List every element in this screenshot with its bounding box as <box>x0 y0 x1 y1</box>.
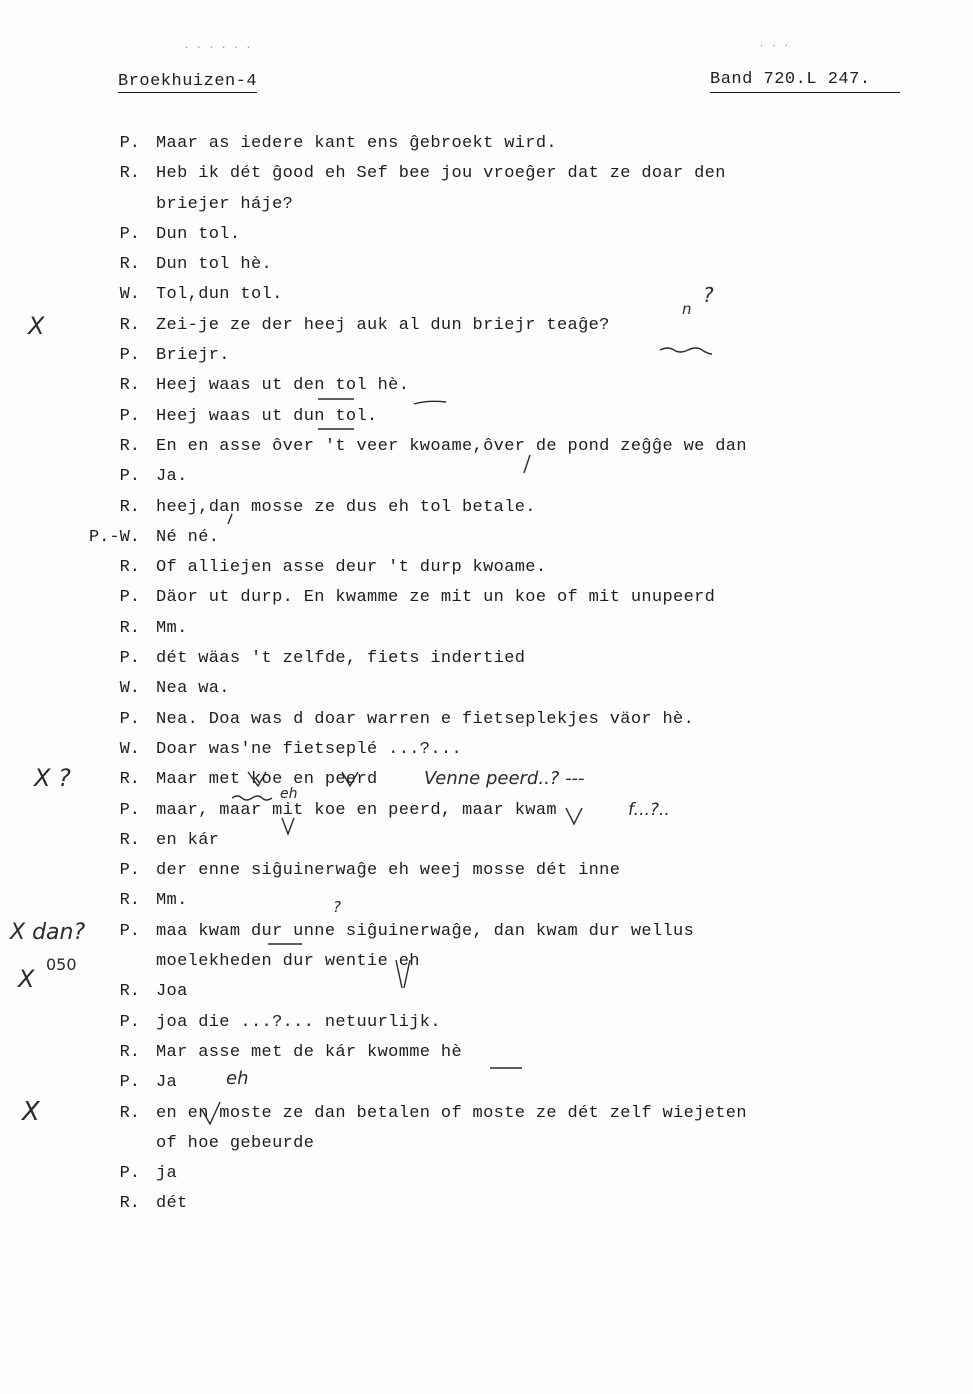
utterance-text: heej,dan mosse ze dus eh tol betale. <box>156 497 536 517</box>
transcript-line <box>0 648 973 678</box>
transcript-line <box>0 860 973 890</box>
speaker-label: P. <box>119 467 140 487</box>
utterance-text: der enne siĝuinerwaĝe eh weej mosse dét inne <box>156 861 621 881</box>
utterance-text: Maar as iedere kant ens ĝebroekt wird. <box>156 134 557 153</box>
transcript-line <box>0 921 973 951</box>
utterance-text: Ja. <box>156 467 188 487</box>
transcript-line <box>0 163 973 193</box>
utterance-text: Briejr. <box>156 346 230 366</box>
utterance-text: en en moste ze dan betalen of moste ze dét zelf wiejeten <box>156 1103 747 1123</box>
speaker-label: P. <box>119 921 140 941</box>
speaker-label: P. <box>119 346 140 366</box>
inline-note-kwam-tail: f...?.. <box>628 800 670 820</box>
transcript-line <box>0 375 973 405</box>
speaker-label: R. <box>119 558 140 578</box>
transcript-line <box>0 1042 973 1072</box>
speaker-label: P.-W. <box>88 527 140 547</box>
speaker-label: R. <box>119 436 140 456</box>
transcript-line <box>0 194 973 224</box>
utterance-text: briejer háje? <box>156 194 294 214</box>
utterance-text: Doar was'ne fietseplé ...?... <box>156 739 462 759</box>
inline-note-venne-peerd: Venne peerd..? --- <box>424 768 585 789</box>
header-scan-dots: . . . . . . <box>185 40 253 51</box>
speaker-label: P. <box>119 1073 140 1093</box>
speaker-label: P. <box>119 588 140 608</box>
utterance-text: Mar asse met de kár kwomme hè <box>156 1042 462 1062</box>
transcript-line <box>0 1072 973 1102</box>
inline-note-en: eh <box>226 1068 249 1089</box>
speaker-label: R. <box>119 830 140 850</box>
speaker-label: R. <box>119 770 140 790</box>
transcript-line <box>0 1133 973 1163</box>
speaker-label: P. <box>119 1164 140 1184</box>
transcript-line <box>0 133 973 163</box>
margin-note-x-line7: X <box>28 312 45 340</box>
speaker-label: P. <box>119 800 140 820</box>
transcript-line <box>0 739 973 769</box>
margin-note-counter: 050 <box>46 955 77 974</box>
speaker-label: R. <box>119 1042 140 1062</box>
utterance-text: Joa <box>156 982 188 1002</box>
transcript-line <box>0 618 973 648</box>
speaker-label: P. <box>119 134 140 153</box>
speaker-label: R. <box>119 1194 140 1214</box>
utterance-text: Dun tol. <box>156 224 241 244</box>
speaker-label: W. <box>119 679 140 699</box>
speaker-label: P. <box>119 406 140 426</box>
transcript-line <box>0 284 973 314</box>
transcript-line <box>0 951 973 981</box>
utterance-text: Dun tol hè. <box>156 255 273 275</box>
margin-note-x-line33: X <box>22 1097 40 1127</box>
utterance-text: dét wäas 't zelfde, fiets indertied <box>156 649 526 669</box>
margin-note-x-dan: X dan? <box>10 920 86 945</box>
utterance-text: Nea wa. <box>156 679 230 699</box>
utterance-text: Heej waas ut dun tol. <box>156 406 378 426</box>
header-scan-dots-right: . . . <box>760 38 791 49</box>
transcript-line <box>0 709 973 739</box>
inline-note-eh: eh <box>280 786 298 802</box>
speaker-label: R. <box>119 315 140 335</box>
transcript-line <box>0 1103 973 1133</box>
transcript-line <box>0 830 973 860</box>
margin-note-x-question: X ? <box>34 764 71 792</box>
transcript-line <box>0 436 973 466</box>
transcript-line <box>0 497 973 527</box>
speaker-label: W. <box>119 739 140 759</box>
utterance-text: Ja <box>156 1073 178 1093</box>
transcript-line <box>0 315 973 345</box>
speaker-label: R. <box>119 164 140 184</box>
transcript-line <box>0 800 973 830</box>
transcript-line <box>0 981 973 1011</box>
utterance-text: En en asse ôver 't veer kwoame,ôver de pond zeĝĝe we dan <box>156 436 747 456</box>
header-tape-reference: Band 720.L 247. <box>710 70 900 93</box>
utterance-text: maar, maar mit koe en peerd, maar kwam <box>156 800 557 820</box>
utterance-text: Heb ik dét ĝood eh Sef bee jou vroeĝer dat ze doar den <box>156 164 726 184</box>
transcript-line <box>0 890 973 920</box>
utterance-text: Däor ut durp. En kwamme ze mit un koe of mit unupeerd <box>156 588 716 608</box>
utterance-text: moelekheden dur wentie eh <box>156 952 420 972</box>
transcript-line <box>0 678 973 708</box>
utterance-text: en kár <box>156 830 220 850</box>
transcript-line <box>0 406 973 436</box>
utterance-text: joa die ...?... netuurlijk. <box>156 1012 441 1032</box>
speaker-label: P. <box>119 649 140 669</box>
speaker-label: R. <box>119 891 140 911</box>
speaker-label: P. <box>119 861 140 881</box>
speaker-label: R. <box>119 497 140 517</box>
utterance-text: dét <box>156 1194 188 1214</box>
speaker-label: P. <box>119 224 140 244</box>
transcript-line <box>0 345 973 375</box>
transcript-line <box>0 557 973 587</box>
speaker-label: P. <box>119 709 140 729</box>
inline-note-n: n <box>682 300 692 318</box>
speaker-label: P. <box>119 1012 140 1032</box>
header-title: Broekhuizen-4 <box>118 72 258 91</box>
inline-note-question-dur: ? <box>333 898 341 916</box>
utterance-text: Zei-je ze der heej auk al dun briejr teaĝe? <box>156 315 610 335</box>
transcript-line <box>0 466 973 496</box>
inline-note-question: ? <box>703 283 714 307</box>
speaker-label: R. <box>119 1103 140 1123</box>
utterance-text: of hoe gebeurde <box>156 1133 315 1153</box>
utterance-text: Maar met koe en peerd <box>156 770 378 790</box>
transcript-lines <box>0 133 973 1224</box>
speaker-label: R. <box>119 376 140 396</box>
utterance-text: Of alliejen asse deur 't durp kwoame. <box>156 558 547 578</box>
utterance-text: Heej waas ut den tol hè. <box>156 376 410 396</box>
utterance-text: Mm. <box>156 618 188 638</box>
speaker-label: R. <box>119 618 140 638</box>
transcript-line <box>0 527 973 557</box>
speaker-label: R. <box>119 982 140 1002</box>
speaker-label: W. <box>119 285 140 305</box>
utterance-text: Tol,dun tol. <box>156 285 283 305</box>
speaker-label: R. <box>119 255 140 275</box>
transcript-line <box>0 224 973 254</box>
transcript-line <box>0 1012 973 1042</box>
margin-note-x-line29: X <box>18 965 35 993</box>
utterance-text: Nea. Doa was d doar warren e fietseplekjes väor hè. <box>156 709 695 729</box>
utterance-text: Mm. <box>156 891 188 911</box>
utterance-text: Né né. <box>156 527 220 547</box>
transcript-line <box>0 1193 973 1223</box>
transcript-line <box>0 587 973 617</box>
transcript-line <box>0 1163 973 1193</box>
utterance-text: maa kwam dur unne siĝuinerwaĝe, dan kwam dur wellus <box>156 921 695 941</box>
utterance-text: ja <box>156 1164 178 1184</box>
transcript-line <box>0 254 973 284</box>
